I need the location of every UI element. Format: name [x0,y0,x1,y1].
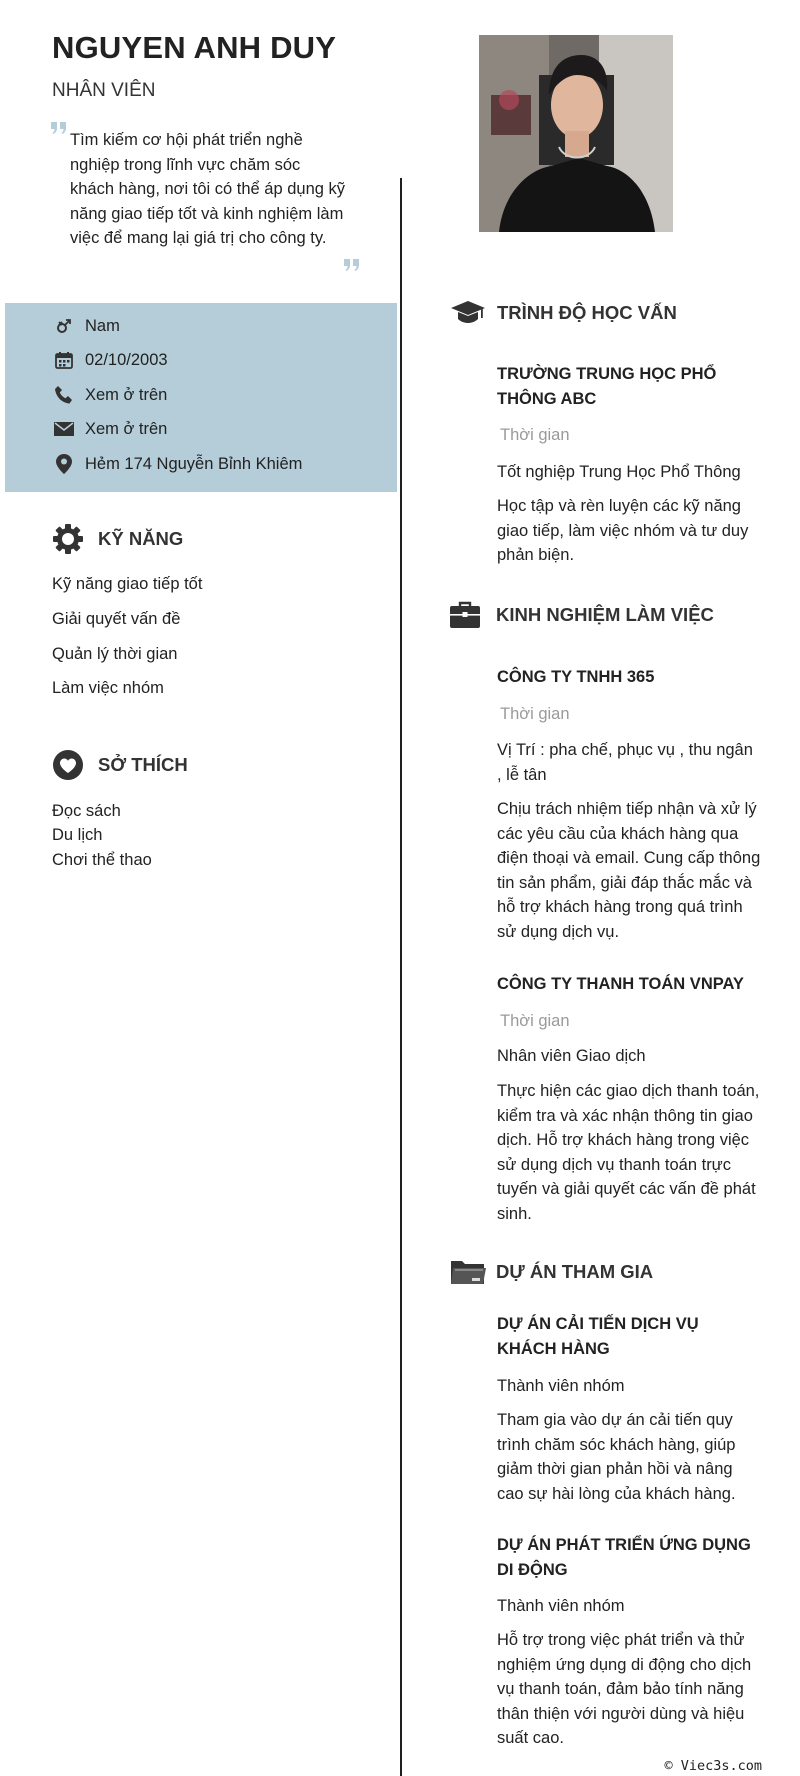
contact-gender [53,314,120,338]
column-divider [400,178,402,1776]
education-time: Thời gian [500,426,570,444]
project-role: Thành viên nhóm [497,1377,625,1395]
experience-title: KINH NGHIỆM LÀM VIỆC [496,604,714,625]
gender-icon [53,315,75,337]
hobbies-heading [52,749,188,781]
calendar-icon [53,349,75,371]
phone-value: Xem ở trên [85,385,168,404]
hobby-item: Chơi thể thao [52,851,152,869]
skills-heading [52,523,183,555]
footer-credit: © Viec3s.com [664,1758,762,1774]
experience-position: Nhân viên Giao dịch [497,1047,646,1065]
heart-icon [52,749,84,781]
company-name: CÔNG TY THANH TOÁN VNPAY [497,975,744,993]
contact-phone [53,383,167,407]
skill-item: Giải quyết vấn đề [52,610,181,628]
project-role: Thành viên nhóm [497,1597,625,1615]
graduation-cap-icon [450,300,486,326]
contact-email [53,417,167,441]
address-value: Hẻm 174 Nguyễn Bỉnh Khiêm [85,454,303,473]
candidate-name: NGUYEN ANH DUY [52,30,337,65]
company-name: CÔNG TY TNHH 365 [497,668,655,686]
projects-heading [450,1258,653,1286]
career-summary: Tìm kiếm cơ hội phát triển nghề nghiệp trong lĩnh vực chăm sóc khách hàng, nơi tôi có thể áp dụng kỹ năng giao tiếp tốt và kinh nghiệm làm việc để mang lại giá trị cho công ty. [70,131,346,247]
project-description: Hỗ trợ trong việc phát triển và thử nghiệm ứng dụng di động cho dịch vụ thanh toán, đảm bảo tính năng thân thiện với người dùng và hiệu suất cao. [497,1631,752,1747]
gender-value: Nam [85,316,120,335]
experience-description: Chịu trách nhiệm tiếp nhận và xử lý các yêu cầu của khách hàng qua điện thoại và email. Cung cấp thông tin sản phẩm, giải đáp thắc mắc và hỗ trợ khách hàng trong quá trình sử dụng dịch vụ. [497,800,761,941]
hobbies-title: SỞ THÍCH [98,754,188,775]
project-name: DỰ ÁN CẢI TIẾN DỊCH VỤ KHÁCH HÀNG [497,1315,699,1358]
experience-position: Vị Trí : pha chế, phục vụ , thu ngân , lễ tân [497,741,753,784]
hobby-item: Du lịch [52,826,103,844]
education-heading [450,300,677,326]
project-name: DỰ ÁN PHÁT TRIỂN ỨNG DỤNG DI ĐỘNG [497,1536,751,1579]
envelope-icon [53,418,75,440]
education-description: Học tập và rèn luyện các kỹ năng giao tiếp, làm việc nhóm và tư duy phản biện. [497,497,749,564]
skill-item: Làm việc nhóm [52,679,164,697]
hobby-item: Đọc sách [52,802,121,820]
email-value: Xem ở trên [85,419,168,438]
project-description: Tham gia vào dự án cải tiến quy trình chăm sóc khách hàng, giúp giảm thời gian phản hồi và nâng cao sự hài lòng của khách hàng. [497,1411,736,1503]
job-title: NHÂN VIÊN [52,80,156,101]
contact-birthday [53,348,168,372]
education-degree: Tốt nghiệp Trung Học Phổ Thông [497,463,741,481]
skill-item: Quản lý thời gian [52,645,178,663]
map-pin-icon [53,453,75,475]
skills-title: KỸ NĂNG [98,528,184,549]
contact-panel [5,303,397,492]
quote-close-icon [343,258,361,272]
experience-time: Thời gian [500,705,570,723]
folder-icon [450,1258,486,1286]
profile-photo [479,35,673,232]
school-name: TRƯỜNG TRUNG HỌC PHỔ THÔNG ABC [497,365,717,408]
quote-open-icon [50,121,68,135]
briefcase-icon [450,601,480,629]
contact-address [53,452,302,476]
experience-time: Thời gian [500,1012,570,1030]
birthday-value: 02/10/2003 [85,350,168,369]
experience-description: Thực hiện các giao dịch thanh toán, kiểm tra và xác nhận thông tin giao dịch. Hỗ trợ khách hàng trong việc sử dụng dịch vụ thanh toán trực tuyến và giải quyết các vấn đề phát sinh. [497,1082,760,1223]
gear-icon [52,523,84,555]
projects-title: DỰ ÁN THAM GIA [496,1261,654,1282]
phone-icon [53,384,75,406]
education-title: TRÌNH ĐỘ HỌC VẤN [497,302,677,323]
experience-heading [450,601,714,629]
skill-item: Kỹ năng giao tiếp tốt [52,575,203,593]
